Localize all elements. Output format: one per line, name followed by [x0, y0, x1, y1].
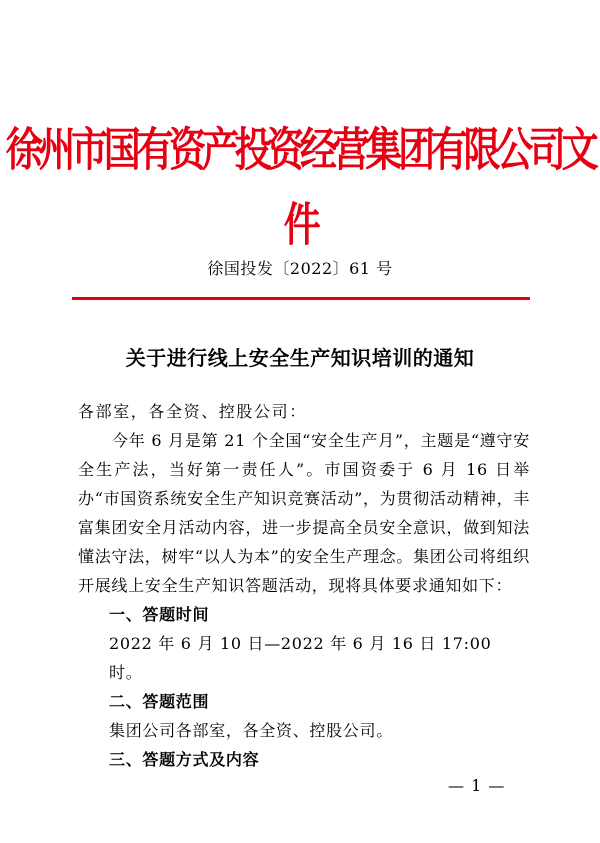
red-divider — [72, 297, 530, 300]
intro-paragraph: 今年 6 月是第 21 个全国“安全生产月”，主题是“遵守安全生产法，当好第一责任人”。市国资委于 6 月 16 日举办“市国资系统安全生产知识竞赛活动”，为贯彻活动精神，丰富集团安全月活动内容，进一步提高全员安全意识，做到知法懂法守法，树牢“以人为本”的安全生产理念。集团公司将组织开展线上安全生产知识答题活动，现将具体要求通知如下： — [78, 431, 530, 595]
org-header-title: 徐州市国有资产投资经营集团有限公司文件 — [5, 123, 595, 252]
document-title: 关于进行线上安全生产知识培训的通知 — [125, 346, 475, 370]
page-number: — 1 — — [448, 776, 506, 795]
section-heading-time: 一、答题时间 — [109, 605, 210, 624]
section-heading-scope: 二、答题范围 — [109, 692, 210, 711]
section-heading-method: 三、答题方式及内容 — [109, 750, 260, 769]
section-content-time: 2022 年 6 月 10 日—2022 年 6 月 16 日 17:00 时。 — [109, 634, 492, 682]
salutation: 各部室，各全资、控股公司： — [78, 402, 307, 421]
document-number: 徐国投发〔2022〕61 号 — [207, 259, 393, 278]
document-body — [78, 397, 530, 774]
section-content-scope: 集团公司各部室，各全资、控股公司。 — [109, 721, 393, 740]
